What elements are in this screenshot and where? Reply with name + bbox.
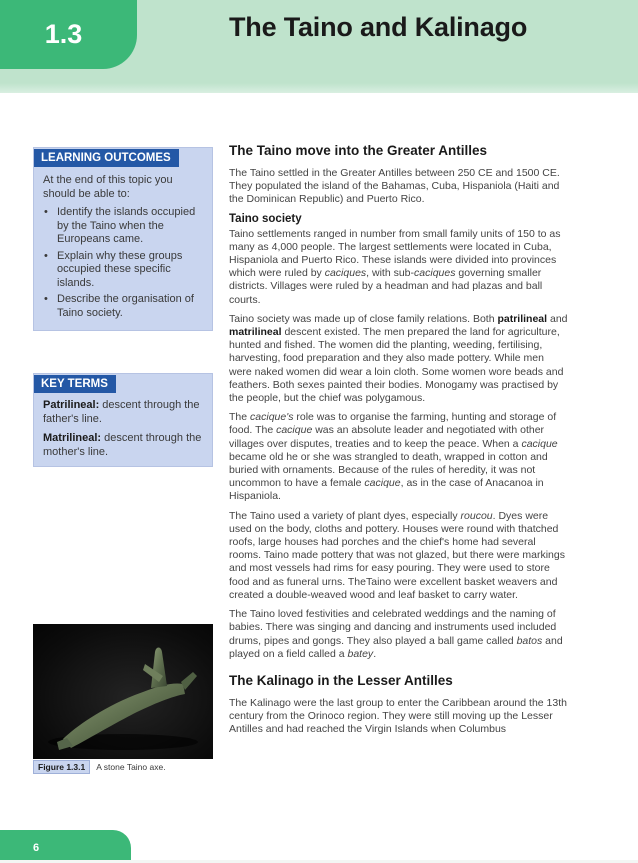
figure-caption [33,760,213,774]
paragraph [229,608,569,661]
text: governing smaller districts. Villages were ruled by a headman and had plazas and ball courts. [229,267,543,306]
text: . Dyes were used on the body, cloths and pottery. Houses were round with thatched roofs, large houses had porches and the chief's home had several rooms. Taino made pottery that was not glazed, but there were markings and most vessels had rims for easy pouring. They were used to store food and as funeral urns. TheTaino were excellent basket weavers and created a double-weaved wood and leaf basket to carry water. [229,509,565,601]
stone-axe-illustration [33,624,213,759]
italic-term: caciques [414,267,456,280]
learning-outcomes-title: LEARNING OUTCOMES [34,149,179,167]
text: , with sub- [366,267,415,280]
text: and [547,312,568,325]
learning-outcomes-list [43,206,204,320]
section-number: 1.3 [44,19,83,49]
paragraph [229,313,569,405]
section-number-badge [0,0,137,69]
paragraph: The Taino settled in the Greater Antilles between 250 CE and 1500 CE. They populated the island of the Bahamas, Cuba, Hispaniola (Haiti and the Dominican Republic) and Puerto Rico. [229,167,560,206]
text: . [373,647,377,660]
page-title: The Taino and Kalinago [229,12,528,42]
list-item: • Explain why these groups occupied these specific islands. [43,250,204,291]
definition: descent through the father's line. [43,399,200,425]
italic-term: cacique [276,424,313,437]
key-terms-box [33,373,213,467]
text: descent existed. The men prepared the land for agriculture, hunted and fished. The women did the planting, weeding, fertilising, harvesting, food preparation and they also made pottery. While men were naked women did wear a loin cloth. Some women wore beads and feathers. Both sexes painted their bodies. Monogamy was practised by the people, but the chief was polygamous. [229,326,564,405]
section-heading-taino: The Taino move into the Greater Antilles [229,143,488,158]
italic-term: cacique [521,437,558,450]
page-number: 6 [33,842,40,854]
paragraph [229,228,569,307]
text: The Taino loved festivities and celebrated weddings and the naming of babies. There was singing and dancing and instruments used included drums, pipes and gongs. They also played a ball game called [229,608,557,647]
italic-term: batos [516,634,543,647]
key-term-patrilineal [43,399,203,426]
text: became old he or she was strangled to death, wrapped in cotton and buried with ornaments. Because of the rules of heredity, it was not uncommon to have a female [229,450,548,490]
paragraph: The Kalinago were the last group to enter the Caribbean around the 13th century from the Orinoco region. They were still moving up the Lesser Antilles and had reached the Virgin Islands when Columbus [229,696,567,736]
text: was an absolute leader and negotiated with other villages over disputes, treaties and to keep the peace. When a [229,424,545,450]
bold-term: matrilineal [229,326,282,339]
text: and played on a field called a [229,634,563,660]
italic-term: roucou [460,509,493,522]
term: Patrilineal: [43,399,100,411]
paragraph [229,510,569,602]
text: The [229,411,251,424]
main-content [229,143,569,743]
italic-term: caciques [324,267,367,280]
subheading-taino-society: Taino society [229,212,302,225]
italic-term: batey [347,647,374,660]
italic-term: cacique's [250,411,294,424]
section-heading-kalinago: The Kalinago in the Lesser Antilles [229,672,453,688]
key-term-matrilineal [43,432,203,459]
text: role was to organise the farming, hunting and storage of food. The [229,411,557,437]
stone-axe-image [33,624,213,759]
key-terms-title: KEY TERMS [34,375,116,393]
definition: descent through the mother's line. [43,432,202,458]
page-number-tab [0,830,131,863]
text: , as in the case of Anacanoa in Hispaniola. [229,477,544,503]
bold-term: patrilineal [497,312,548,325]
paragraph [229,411,569,503]
list-item: • Describe the organisation of Taino society. [43,293,204,320]
term: Matrilineal: [43,432,102,444]
text: Taino settlements ranged in number from small family units of 150 to as many as 4,000 people. The largest settlements were located in Cuba, Hispaniola and Puerto Rico. These islands were divided into provinces which were ruled by [229,227,561,280]
figure-label: Figure 1.3.1 [33,760,90,774]
learning-outcomes-box [33,147,213,331]
text: Taino society was made up of close family relations. Both [229,312,498,325]
text: The Taino used a variety of plant dyes, especially [229,509,461,522]
list-item: • Identify the islands occupied by the Taino when the Europeans came. [43,206,204,247]
figure-caption-text: A stone Taino axe. [96,762,166,772]
italic-term: cacique [364,477,401,490]
learning-outcomes-intro: At the end of this topic you should be able to: [43,174,173,200]
